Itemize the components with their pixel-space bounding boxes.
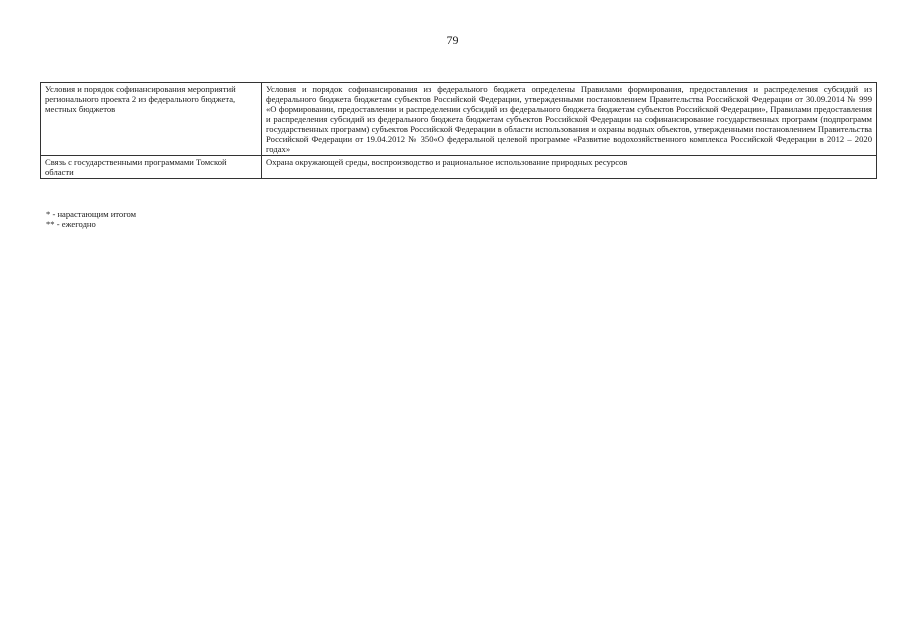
row-label-state-programs: Связь с государственными программами Томской области	[41, 156, 262, 179]
page-number: 79	[446, 33, 459, 47]
row-value-state-programs: Охрана окружающей среды, воспроизводство и рациональное использование природных ресурсов	[262, 156, 877, 179]
row-value-cofinancing: Условия и порядок софинансирования из федерального бюджета определены Правилами формирования, предоставления и распределения субсидий из федерального бюджета бюджетам субъектов Российской Федерации, утвержденными постановлением Правительства Российской Федерации от 30.09.2014 № 999 «О формировании, предоставлении и распределении субсидий из федерального бюджета бюджетам субъектов Российской Федерации», Правилами предоставления и распределения субсидий из федерального бюджета бюджетам субъектов Российской Федерации на софинансирование государственных программ (подпрограмм государственных программ) субъектов Российской Федерации в области использования и охраны водных объектов, утвержденными постановлением Правительства Российской Федерации от 19.04.2012 № 350«О федеральной целевой программе «Развитие водохозяйственного комплекса Российской Федерации в 2012 – 2020 годах»	[262, 83, 877, 156]
footnotes	[46, 209, 136, 229]
footnote-cumulative: * - нарастающим итогом	[46, 209, 137, 219]
table-row	[41, 156, 877, 179]
row-label-cofinancing: Условия и порядок софинансирования мероприятий регионального проекта 2 из федерального бюджета, местных бюджетов	[41, 83, 262, 156]
passport-table	[40, 82, 877, 179]
footnote-annual: ** - ежегодно	[46, 219, 96, 229]
table-row	[41, 83, 877, 156]
